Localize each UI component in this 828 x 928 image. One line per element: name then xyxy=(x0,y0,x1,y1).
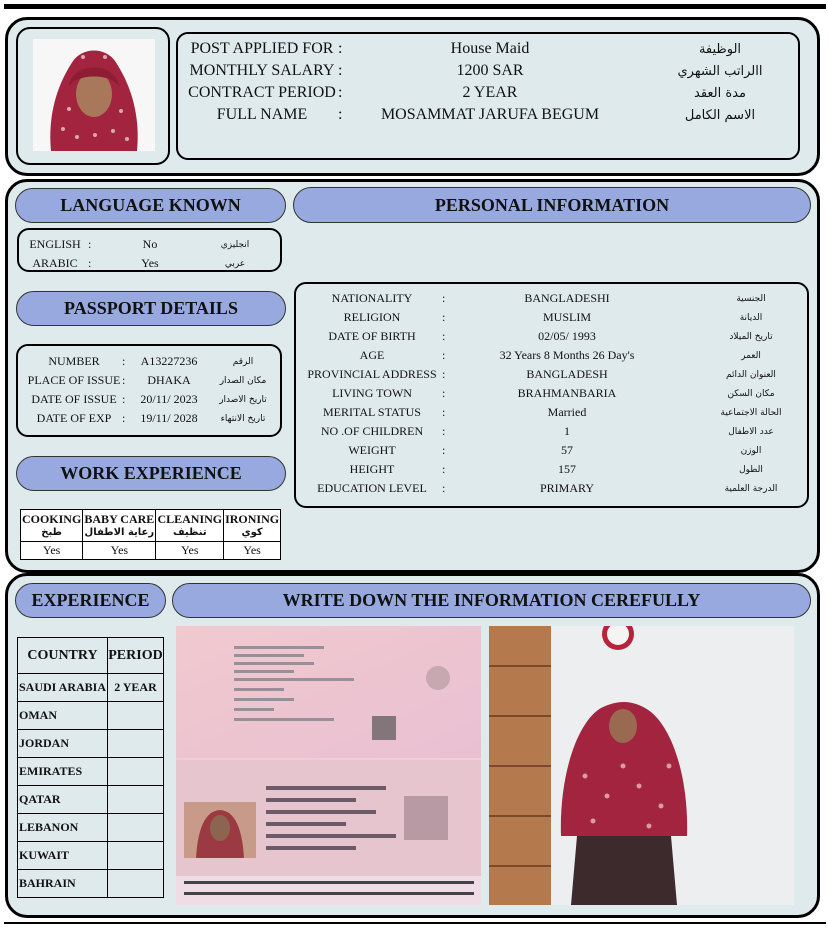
experience-row xyxy=(18,702,164,730)
language-value: Yes xyxy=(141,256,159,270)
personal-value: 57 xyxy=(561,443,573,457)
passport-label: DATE OF ISSUE xyxy=(31,392,117,406)
language-label: ARABIC xyxy=(32,256,78,270)
language-known-heading: LANGUAGE KNOWN xyxy=(15,188,286,223)
header-arabic-label: مدة العقد xyxy=(694,85,746,101)
header-row xyxy=(180,82,796,104)
personal-arabic-label: عدد الاطفال xyxy=(728,426,774,437)
header-row xyxy=(180,104,796,126)
personal-value: Married xyxy=(547,405,587,419)
personal-arabic-label: الديانة xyxy=(739,312,763,323)
colon-separator: : xyxy=(88,237,92,251)
personal-row xyxy=(298,308,806,327)
passport-value: DHAKA xyxy=(147,373,191,387)
personal-value: 1 xyxy=(564,424,570,438)
country-column-header: COUNTRY xyxy=(18,638,108,674)
passport-label: PLACE OF ISSUE xyxy=(27,373,121,387)
header-rows xyxy=(180,38,796,128)
experience-country: OMAN xyxy=(18,702,108,730)
colon-separator: : xyxy=(338,62,343,79)
personal-label: RELIGION xyxy=(343,310,401,324)
experience-row xyxy=(18,842,164,870)
header-row xyxy=(180,38,796,60)
personal-arabic-label: تاريخ الميلاد xyxy=(729,331,773,342)
personal-arabic-label: الجنسية xyxy=(736,293,766,304)
passport-arabic-label: مكان الصدار xyxy=(219,375,267,386)
header-row xyxy=(180,60,796,82)
header-arabic-label: االراتب الشهري xyxy=(677,63,763,79)
work-skill-value: Yes xyxy=(83,542,156,560)
colon-separator: : xyxy=(442,462,446,476)
personal-row xyxy=(298,289,806,308)
work-experience-table xyxy=(20,509,281,560)
work-experience-heading: WORK EXPERIENCE xyxy=(16,456,286,491)
passport-row xyxy=(20,371,280,390)
colon-separator: : xyxy=(338,84,343,101)
experience-country: SAUDI ARABIA xyxy=(18,674,108,702)
passport-row xyxy=(20,352,280,371)
header-label: POST APPLIED FOR xyxy=(190,40,334,57)
personal-label: PROVINCIAL ADDRESS xyxy=(307,367,437,381)
passport-arabic-label: الرقم xyxy=(232,356,254,367)
colon-separator: : xyxy=(442,443,446,457)
language-row xyxy=(20,235,278,254)
work-skill-name: IRONING xyxy=(225,511,280,526)
passport-details-heading: PASSPORT DETAILS xyxy=(16,291,286,326)
personal-value: BANGLADESH xyxy=(526,367,608,381)
work-skill-header xyxy=(83,510,156,542)
header-arabic-label: الاسم الكامل xyxy=(684,107,756,123)
language-value: No xyxy=(142,237,158,251)
personal-label: NATIONALITY xyxy=(331,291,413,305)
personal-rows xyxy=(298,289,806,499)
personal-arabic-label: الدرجة العلمية xyxy=(724,483,778,494)
experience-period xyxy=(107,814,163,842)
header-arabic-label: الوظيفة xyxy=(698,41,742,57)
personal-value: 157 xyxy=(558,462,576,476)
work-skill-header xyxy=(156,510,224,542)
language-arabic-label: انجليزي xyxy=(220,239,250,250)
header-value: House Maid xyxy=(450,40,530,57)
personal-row xyxy=(298,346,806,365)
colon-separator: : xyxy=(442,405,446,419)
personal-label: AGE xyxy=(359,348,385,362)
personal-row xyxy=(298,384,806,403)
colon-separator: : xyxy=(338,40,343,57)
experience-row xyxy=(18,758,164,786)
personal-arabic-label: العمر xyxy=(741,350,761,361)
bottom-rule xyxy=(4,922,826,928)
top-rule xyxy=(4,4,826,9)
experience-country: BAHRAIN xyxy=(18,870,108,898)
personal-row xyxy=(298,479,806,498)
experience-row xyxy=(18,814,164,842)
colon-separator: : xyxy=(442,386,446,400)
passport-rows xyxy=(20,352,280,428)
personal-arabic-label: مكان السكن xyxy=(727,388,775,399)
work-skill-value: Yes xyxy=(156,542,224,560)
personal-value: 02/05/ 1993 xyxy=(538,329,596,343)
colon-separator: : xyxy=(122,411,126,425)
work-skill-value: Yes xyxy=(224,542,281,560)
header-value: MOSAMMAT JARUFA BEGUM xyxy=(380,106,600,123)
experience-period xyxy=(107,842,163,870)
personal-label: HEIGHT xyxy=(349,462,395,476)
colon-separator: : xyxy=(442,348,446,362)
personal-row xyxy=(298,441,806,460)
work-skill-name: COOKING xyxy=(21,511,82,526)
experience-period xyxy=(107,730,163,758)
passport-label: DATE OF EXP xyxy=(36,411,112,425)
personal-label: WEIGHT xyxy=(348,443,396,457)
work-skill-arabic: رعاية الاطفال xyxy=(84,526,155,538)
personal-value: MUSLIM xyxy=(542,310,591,324)
colon-separator: : xyxy=(442,481,446,495)
passport-row xyxy=(20,390,280,409)
work-skill-name: BABY CARE xyxy=(84,511,155,526)
experience-row xyxy=(18,870,164,898)
personal-arabic-label: العنوان الدائم xyxy=(726,369,776,380)
colon-separator: : xyxy=(442,367,446,381)
colon-separator: : xyxy=(442,329,446,343)
passport-value: 19/11/ 2028 xyxy=(140,411,198,425)
work-skill-arabic: تنظيف xyxy=(173,526,207,538)
work-skill-arabic: كوي xyxy=(241,526,263,538)
experience-row xyxy=(18,674,164,702)
header-label: FULL NAME xyxy=(216,106,308,123)
experience-period xyxy=(107,786,163,814)
colon-separator: : xyxy=(88,256,92,270)
personal-label: MERITAL STATUS xyxy=(323,405,421,419)
personal-label: LIVING TOWN xyxy=(332,386,412,400)
personal-row xyxy=(298,365,806,384)
personal-value: PRIMARY xyxy=(539,481,595,495)
work-skill-header xyxy=(21,510,83,542)
personal-information-heading: PERSONAL INFORMATION xyxy=(293,187,811,223)
experience-country: QATAR xyxy=(18,786,108,814)
personal-row xyxy=(298,422,806,441)
experience-country: LEBANON xyxy=(18,814,108,842)
work-skill-value: Yes xyxy=(21,542,83,560)
personal-label: NO .OF CHILDREN xyxy=(320,424,424,438)
header-label: CONTRACT PERIOD xyxy=(188,84,336,101)
passport-label: NUMBER xyxy=(48,354,100,368)
header-value: 1200 SAR xyxy=(456,62,524,79)
colon-separator: : xyxy=(442,310,446,324)
colon-separator: : xyxy=(442,424,446,438)
experience-country: KUWAIT xyxy=(18,842,108,870)
personal-row xyxy=(298,327,806,346)
work-skill-arabic: طبخ xyxy=(41,526,62,538)
work-skill-name: CLEANING xyxy=(157,511,223,526)
language-row xyxy=(20,254,278,273)
passport-arabic-label: تاريخ الانتهاء xyxy=(220,413,266,424)
notice-heading: WRITE DOWN THE INFORMATION CEREFULLY xyxy=(172,583,811,618)
personal-label: DATE OF BIRTH xyxy=(328,329,416,343)
personal-value: 32 Years 8 Months 26 Day's xyxy=(499,348,635,362)
experience-period xyxy=(107,758,163,786)
full-body-photo xyxy=(489,626,794,905)
experience-table xyxy=(17,637,164,898)
experience-row xyxy=(18,786,164,814)
header-value: 2 YEAR xyxy=(462,84,518,101)
profile-photo xyxy=(33,39,155,151)
experience-period xyxy=(107,870,163,898)
experience-period xyxy=(107,702,163,730)
profile-photo-frame xyxy=(16,27,170,165)
language-label: ENGLISH xyxy=(29,237,81,251)
colon-separator: : xyxy=(338,106,343,123)
colon-separator: : xyxy=(122,392,126,406)
experience-heading: EXPERIENCE xyxy=(15,583,166,618)
colon-separator: : xyxy=(122,373,126,387)
experience-row xyxy=(18,730,164,758)
header-label: MONTHLY SALARY xyxy=(189,62,335,79)
passport-value: A13227236 xyxy=(140,354,198,368)
personal-row xyxy=(298,403,806,422)
personal-row xyxy=(298,460,806,479)
language-rows xyxy=(20,235,278,271)
passport-scan-image xyxy=(176,626,481,905)
passport-arabic-label: تاريخ الاصدار xyxy=(219,394,267,405)
personal-label: EDUCATION LEVEL xyxy=(317,481,427,495)
personal-arabic-label: الحالة الاجتماعية xyxy=(720,407,782,418)
period-column-header: PERIOD xyxy=(107,638,163,674)
personal-arabic-label: الوزن xyxy=(740,445,762,456)
colon-separator: : xyxy=(442,291,446,305)
colon-separator: : xyxy=(122,354,126,368)
experience-country: JORDAN xyxy=(18,730,108,758)
experience-period: 2 YEAR xyxy=(107,674,163,702)
work-skill-header xyxy=(224,510,281,542)
passport-row xyxy=(20,409,280,428)
personal-value: BANGLADESHI xyxy=(524,291,610,305)
language-arabic-label: عربي xyxy=(224,258,246,269)
personal-arabic-label: الطول xyxy=(739,464,763,475)
personal-value: BRAHMANBARIA xyxy=(517,386,617,400)
experience-country: EMIRATES xyxy=(18,758,108,786)
passport-value: 20/11/ 2023 xyxy=(140,392,198,406)
